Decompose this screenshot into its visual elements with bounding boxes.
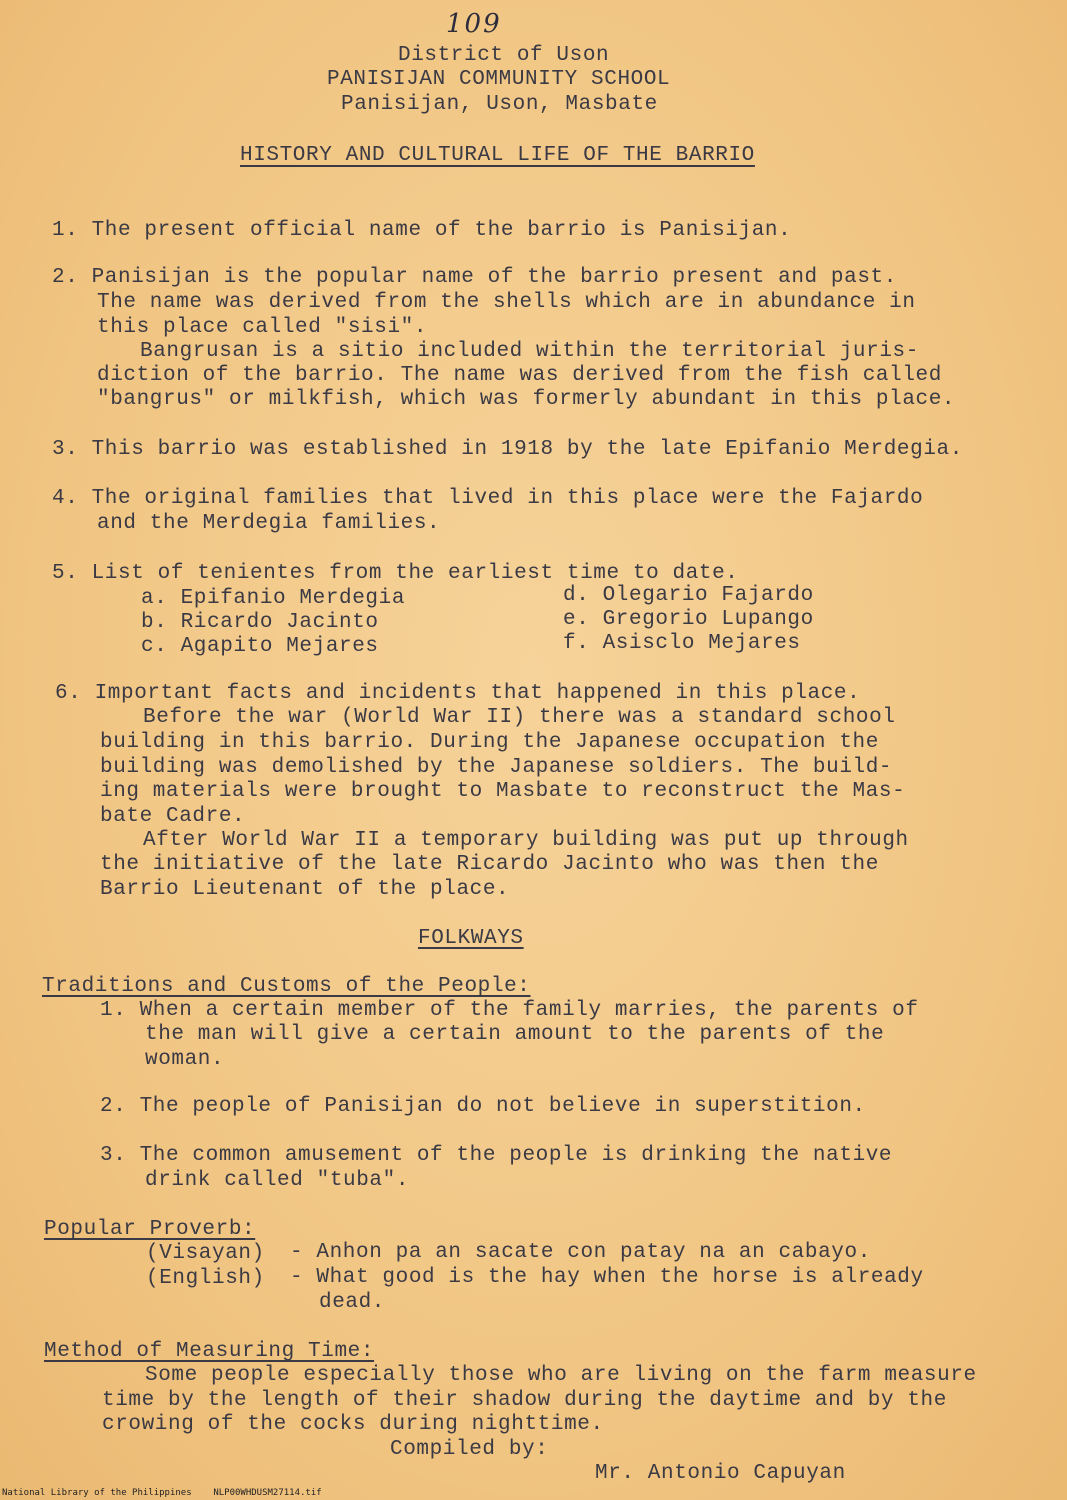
teniente-f: f. Asisclo Mejares: [563, 632, 801, 655]
tradition-1-line-2: the man will give a certain amount to the parents of the: [145, 1023, 885, 1046]
time-line-3: crowing of the cocks during nighttime.: [102, 1413, 604, 1436]
item-3: 3. This barrio was established in 1918 by the late Epifanio Merdegia.: [52, 438, 963, 461]
teniente-e: e. Gregorio Lupango: [563, 608, 814, 631]
proverb-heading: Popular Proverb:: [44, 1218, 256, 1241]
teniente-b: b. Ricardo Jacinto: [141, 611, 379, 634]
archive-footer: National Library of the Philippines NLP00WHDUSM27114.tif: [2, 1488, 322, 1498]
item-2-line-3: this place called "sisi".: [97, 316, 428, 339]
item-6-line-2: Before the war (World War II) there was a standard school: [143, 706, 896, 729]
item-6-line-5: ing materials were brought to Masbate to reconstruct the Mas-: [100, 780, 906, 803]
school-name: PANISIJAN COMMUNITY SCHOOL: [327, 68, 671, 91]
item-6-line-4: building was demolished by the Japanese soldiers. The build-: [100, 756, 893, 779]
page-number: 109: [446, 9, 502, 39]
item-6-line-8: the initiative of the late Ricardo Jacinto who was then the: [100, 853, 879, 876]
folkways-heading: FOLKWAYS: [418, 927, 524, 950]
proverb-visayan-label: (Visayan): [146, 1242, 265, 1265]
item-2-line-1: 2. Panisijan is the popular name of the barrio present and past.: [52, 266, 897, 289]
teniente-d: d. Olegario Fajardo: [563, 584, 814, 607]
document-title: HISTORY AND CULTURAL LIFE OF THE BARRIO: [240, 144, 755, 167]
proverb-english-text-2: dead.: [319, 1291, 386, 1314]
item-6-line-6: bate Cadre.: [100, 805, 246, 828]
traditions-heading: Traditions and Customs of the People:: [42, 975, 531, 998]
district-line: District of Uson: [398, 44, 610, 67]
time-heading: Method of Measuring Time:: [44, 1340, 375, 1363]
item-6-line-3: building in this barrio. During the Japanese occupation the: [100, 731, 879, 754]
item-6-line-9: Barrio Lieutenant of the place.: [100, 878, 510, 901]
tradition-1-line-3: woman.: [145, 1048, 225, 1071]
item-2-line-5: diction of the barrio. The name was derived from the fish called: [97, 364, 942, 387]
compiler-name: Mr. Antonio Capuyan: [595, 1462, 846, 1485]
tradition-2: 2. The people of Panisijan do not believe in superstition.: [100, 1095, 866, 1118]
item-1: 1. The present official name of the barrio is Panisijan.: [52, 219, 792, 242]
item-4-line-1: 4. The original families that lived in this place were the Fajardo: [52, 487, 924, 510]
proverb-visayan-text: - Anhon pa an sacate con patay na an cabayo.: [290, 1241, 871, 1264]
item-2-line-4: Bangrusan is a sitio included within the territorial juris-: [140, 340, 919, 363]
item-4-line-2: and the Merdegia families.: [97, 512, 441, 535]
item-6-line-1: 6. Important facts and incidents that happened in this place.: [55, 682, 861, 705]
compiled-by-label: Compiled by:: [390, 1438, 549, 1461]
time-line-1: Some people especially those who are living on the farm measure: [145, 1364, 977, 1387]
tradition-3-line-2: drink called "tuba".: [145, 1169, 410, 1192]
item-6-line-7: After World War II a temporary building was put up through: [143, 829, 909, 852]
tradition-3-line-1: 3. The common amusement of the people is drinking the native: [100, 1144, 893, 1167]
school-location: Panisijan, Uson, Masbate: [341, 93, 658, 116]
item-2-line-6: "bangrus" or milkfish, which was formerly abundant in this place.: [97, 388, 956, 411]
teniente-c: c. Agapito Mejares: [141, 635, 379, 658]
proverb-english-text: - What good is the hay when the horse is already: [290, 1266, 924, 1289]
item-5: 5. List of tenientes from the earliest time to date.: [52, 562, 739, 585]
teniente-a: a. Epifanio Merdegia: [141, 587, 406, 610]
time-line-2: time by the length of their shadow during the daytime and by the: [102, 1389, 947, 1412]
proverb-english-label: (English): [146, 1267, 265, 1290]
tradition-1-line-1: 1. When a certain member of the family marries, the parents of: [100, 999, 919, 1022]
item-2-line-2: The name was derived from the shells which are in abundance in: [97, 291, 916, 314]
